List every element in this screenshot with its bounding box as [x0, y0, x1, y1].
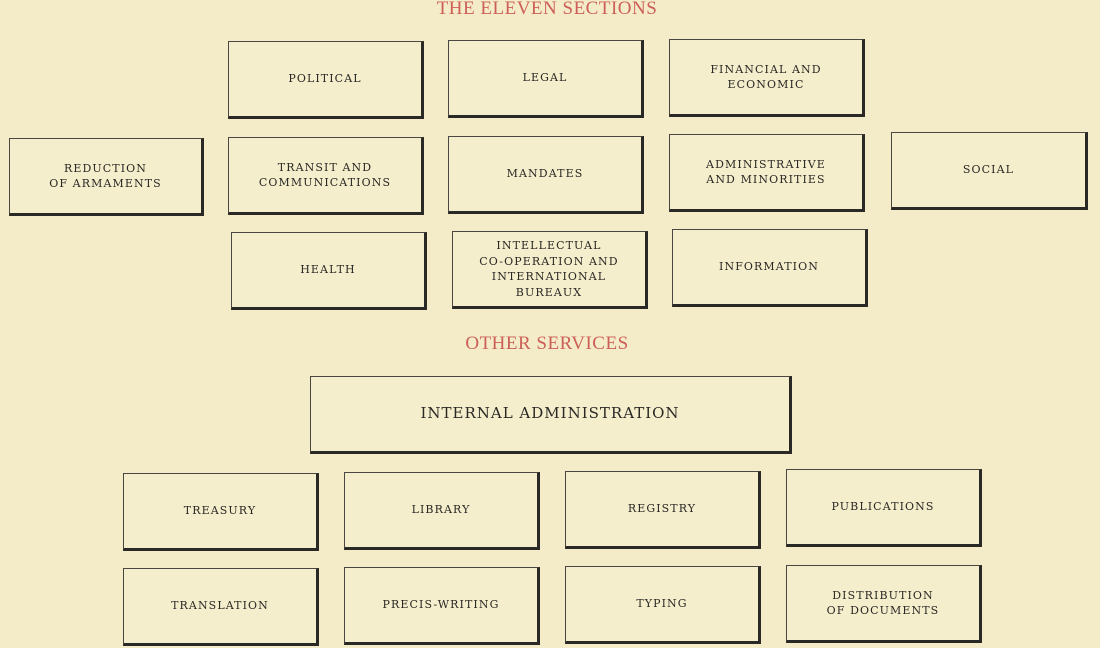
service-box-distribution-of-documents: DISTRIBUTION OF DOCUMENTS — [786, 565, 982, 643]
section-box-health: HEALTH — [231, 232, 427, 310]
service-box-publications: PUBLICATIONS — [786, 469, 982, 547]
section-box-transit-and-communications: TRANSIT AND COMMUNICATIONS — [228, 137, 424, 215]
section-box-mandates: MANDATES — [448, 136, 644, 214]
section-box-reduction-of-armaments: REDUCTION OF ARMAMENTS — [9, 138, 204, 216]
services-heading: OTHER SERVICES — [465, 333, 629, 354]
service-box-translation: TRANSLATION — [123, 568, 319, 646]
section-box-political: POLITICAL — [228, 41, 424, 119]
section-box-legal: LEGAL — [448, 40, 644, 118]
section-box-intellectual-co-operation: INTELLECTUAL CO-OPERATION AND INTERNATIONAL BUREAUX — [452, 231, 648, 309]
service-box-internal-administration: INTERNAL ADMINISTRATION — [310, 376, 792, 454]
service-box-typing: TYPING — [565, 566, 761, 644]
section-box-information: INFORMATION — [672, 229, 868, 307]
sections-heading: THE ELEVEN SECTIONS — [436, 0, 658, 19]
service-box-library: LIBRARY — [344, 472, 540, 550]
section-box-administrative-and-minorities: ADMINISTRATIVE AND MINORITIES — [669, 134, 865, 212]
section-box-financial-and-economic: FINANCIAL AND ECONOMIC — [669, 39, 865, 117]
section-box-social: SOCIAL — [891, 132, 1088, 210]
service-box-precis-writing: PRECIS-WRITING — [344, 567, 540, 645]
service-box-treasury: TREASURY — [123, 473, 319, 551]
service-box-registry: REGISTRY — [565, 471, 761, 549]
